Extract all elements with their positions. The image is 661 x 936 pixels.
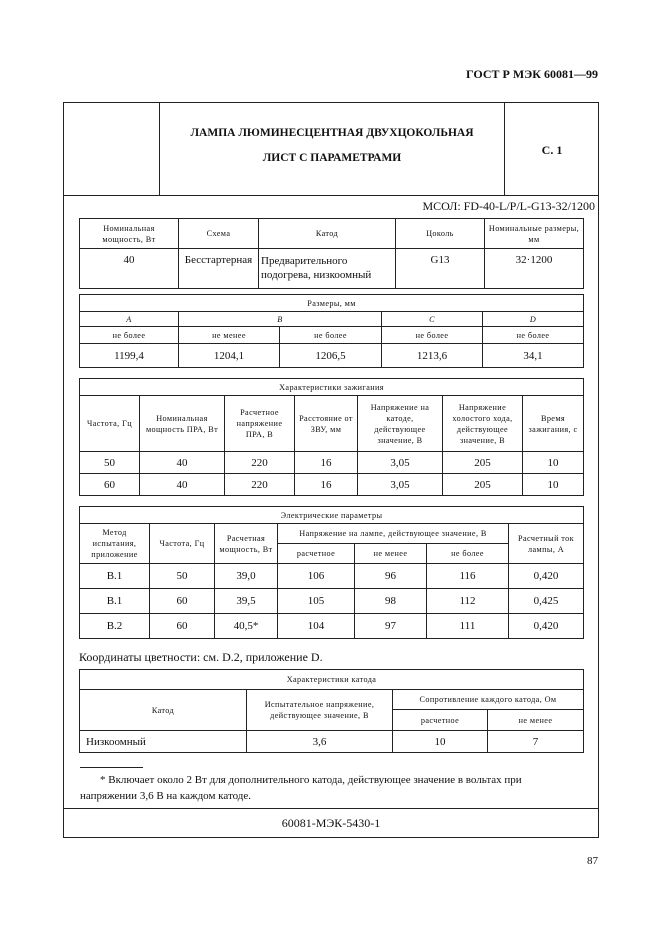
ign-cell: 16 [295,452,358,474]
cat-cell-type: Низкоомный [80,731,247,753]
el-header-voltage: Напряжение на лампе, действующее значение, В [278,524,509,544]
dim-limit: не менее [179,327,280,344]
cell-cathode: Предварительного подогрева, низкоомный [259,249,396,289]
header-cathode: Катод [259,219,396,249]
el-cell: 60 [150,589,215,614]
footnote-separator [80,767,143,768]
cathode-table [79,669,584,753]
header-cap: Цоколь [396,219,485,249]
el-subheader: не менее [355,544,427,564]
ign-header: Номинальная мощность ПРА, Вт [140,396,225,452]
electrical-title: Электрические параметры [80,507,584,524]
el-cell: 98 [355,589,427,614]
el-cell: 39,5 [215,589,278,614]
ign-header: Расстояние от ЗВУ, мм [295,396,358,452]
ign-header: Частота, Гц [80,396,140,452]
dim-limit: не более [483,327,584,344]
el-cell: 39,0 [215,564,278,589]
el-cell: 106 [278,564,355,589]
el-cell: 104 [278,614,355,639]
ign-cell: 3,05 [358,452,443,474]
ign-header: Расчетное напряжение ПРА, В [225,396,295,452]
dim-value: 1213,6 [382,344,483,368]
el-cell: B.1 [80,589,150,614]
el-cell: B.2 [80,614,150,639]
ign-cell: 40 [140,474,225,496]
dim-value: 1206,5 [280,344,382,368]
cell-circuit: Бесстартерная [179,249,259,289]
document-code: 60081-МЭК-5430-1 [281,816,381,830]
dim-value: 1204,1 [179,344,280,368]
cat-header-resistance: Сопротивление каждого катода, Ом [393,690,584,710]
el-header-power: Расчетная мощность, Вт [215,524,278,564]
el-header-frequency: Частота, Гц [150,524,215,564]
cell-size: 32·1200 [485,249,584,289]
ign-cell: 205 [443,452,523,474]
sheet-page-ref: С. 1 [541,143,563,157]
sheet-title: ЛАМПА ЛЮМИНЕСЦЕНТНАЯ ДВУХЦОКОЛЬНАЯ [190,127,474,139]
el-cell: 97 [355,614,427,639]
chromaticity-note: Координаты цветности: см. D.2, приложение D. [79,650,323,664]
el-cell: 0,425 [509,589,584,614]
dim-letter-d: D [483,312,584,327]
el-header-current: Расчетный ток лампы, А [509,524,584,564]
standard-header: ГОСТ Р МЭК 60081—99 [466,67,598,81]
cell-cap: G13 [396,249,485,289]
el-subheader: расчетное [278,544,355,564]
dim-value: 1199,4 [80,344,179,368]
el-cell: 40,5* [215,614,278,639]
header-nominal-size: Номинальные размеры, мм [485,219,584,249]
dim-letter-a: A [80,312,179,327]
sheet-subtitle: ЛИСТ С ПАРАМЕТРАМИ [262,152,402,164]
cat-header-cathode: Катод [80,690,247,731]
el-cell: 112 [427,589,509,614]
title-divider-left [159,102,160,195]
el-cell: 105 [278,589,355,614]
dim-limit: не более [80,327,179,344]
cat-subheader: расчетное [393,710,488,731]
header-circuit: Схема [179,219,259,249]
el-subheader: не более [427,544,509,564]
lamp-designation: МСОЛ: FD-40-L/P/L-G13-32/1200 [422,199,595,213]
cat-cell: 3,6 [247,731,393,753]
page-number: 87 [587,855,598,867]
el-cell: 96 [355,564,427,589]
dim-letter-c: C [382,312,483,327]
electrical-table [79,506,584,639]
dim-value: 34,1 [483,344,584,368]
ign-cell: 3,05 [358,474,443,496]
el-cell: 116 [427,564,509,589]
cat-subheader: не менее [488,710,584,731]
ign-cell: 50 [80,452,140,474]
header-power: Номинальная мощность, Вт [80,219,179,249]
general-table [79,218,584,289]
dim-limit: не более [382,327,483,344]
cell-power: 40 [80,249,179,289]
ign-cell: 220 [225,452,295,474]
dim-limit: не более [280,327,382,344]
ign-cell: 220 [225,474,295,496]
cat-cell: 7 [488,731,584,753]
ign-cell: 40 [140,452,225,474]
el-cell: 0,420 [509,614,584,639]
ignition-title: Характеристики зажигания [80,379,584,396]
dim-letter-b: B [179,312,382,327]
cathode-title: Характеристики катода [80,670,584,690]
dimensions-table [79,294,584,368]
footer-divider [63,808,599,809]
el-cell: 0,420 [509,564,584,589]
cat-cell: 10 [393,731,488,753]
ign-cell: 60 [80,474,140,496]
ign-header: Напряжение холостого хода, действующее значение, В [443,396,523,452]
dimensions-title: Размеры, мм [80,295,584,312]
ign-cell: 16 [295,474,358,496]
ign-header: Напряжение на катоде, действующее значение, В [358,396,443,452]
el-cell: 111 [427,614,509,639]
el-cell: B.1 [80,564,150,589]
el-header-method: Метод испытания, приложение [80,524,150,564]
el-cell: 60 [150,614,215,639]
cat-header-voltage: Испытательное напряжение, действующее значение, В [247,690,393,731]
ignition-table [79,378,584,496]
footnote: * Включает около 2 Вт для дополнительного катода, действующее значение в вольтах при напряжении 3,6 В на каждом катоде. [80,774,522,802]
ign-cell: 10 [523,452,584,474]
ign-cell: 205 [443,474,523,496]
ign-cell: 10 [523,474,584,496]
ign-header: Время зажигания, с [523,396,584,452]
el-cell: 50 [150,564,215,589]
